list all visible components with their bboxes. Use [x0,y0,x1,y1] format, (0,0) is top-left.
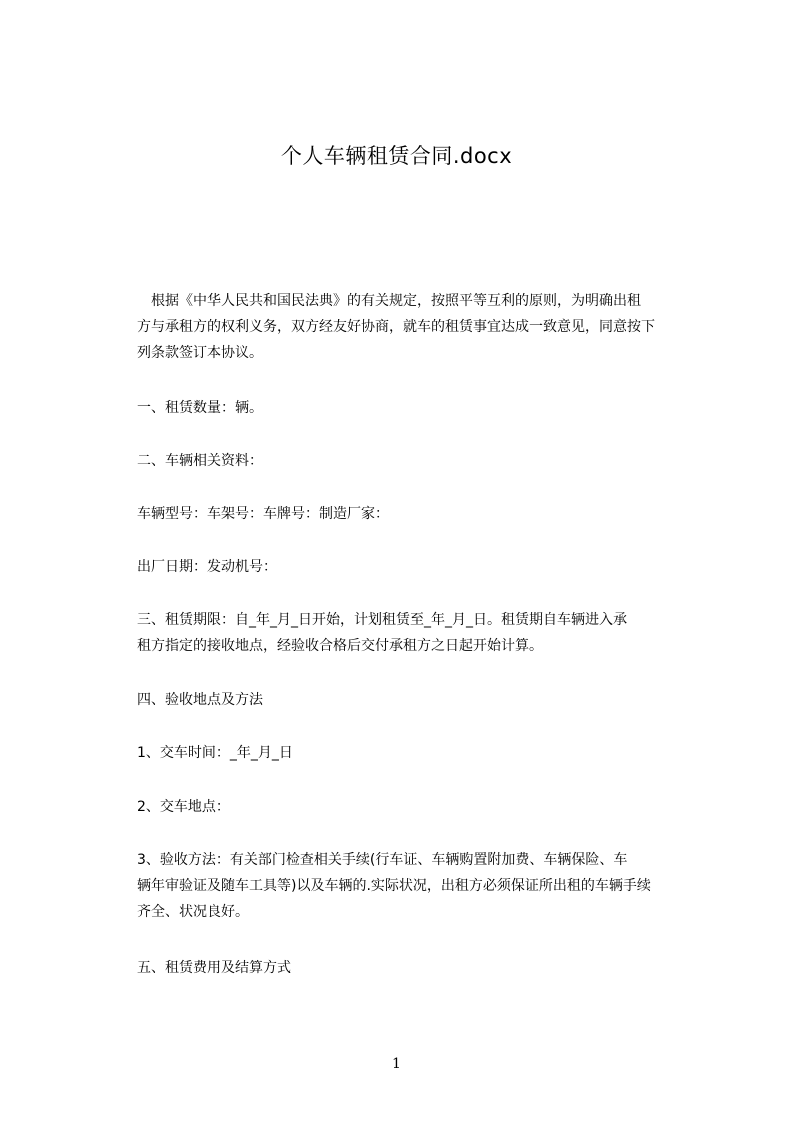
vehicle-model-line [137,501,707,527]
section-vehicle-info [137,448,707,474]
paragraph-line: 2、交车地点： [137,799,230,815]
paragraph-line: 辆年审验证及随车工具等)以及车辆的.实际状况，出租方必须保证所出租的车辆手续 [137,878,651,894]
paragraph-line: 二、车辆相关资料： [137,453,263,469]
paragraph-line: 3、验收方法：有关部门检查相关手续(行车证、车辆购置附加费、车辆保险、车 [137,852,628,868]
section-rental-period [137,607,707,659]
factory-date-line [137,554,707,580]
section-inspection [137,687,707,713]
inspection-method-paragraph [137,847,707,925]
paragraph-line: 方与承租方的权利义务，双方经友好协商，就车的租赁事宜达成一致意见，同意按下 [137,319,655,335]
paragraph-line: 1、交车时间：_年_月_日 [137,745,293,761]
document-title: 个人车辆租赁合同.docx [280,144,513,168]
section-fees [137,955,707,981]
page-number: 1 [392,1056,401,1072]
intro-paragraph [137,288,707,366]
delivery-location-line [137,794,707,820]
paragraph-line: 根据《中华人民共和国民法典》的有关规定，按照平等互利的原则，为明确出租 [137,293,641,309]
delivery-time-line [137,740,707,766]
paragraph-line: 四、验收地点及方法 [137,692,263,708]
paragraph-line: 一、租赁数量：辆。 [137,400,263,416]
paragraph-line: 租方指定的接收地点，经验收合格后交付承租方之日起开始计算。 [137,638,543,654]
paragraph-line: 三、租赁期限：自_年_月_日开始，计划租赁至_年_月_日。租赁期自车辆进入承 [137,612,627,628]
section-rental-quantity [137,395,707,421]
paragraph-line: 齐全、状况良好。 [137,904,249,920]
paragraph-line: 五、租赁费用及结算方式 [137,960,291,976]
paragraph-line: 列条款签订本协议。 [137,345,263,361]
paragraph-line: 车辆型号：车架号：车牌号：制造厂家： [137,506,389,522]
paragraph-line: 出厂日期：发动机号： [137,559,277,575]
